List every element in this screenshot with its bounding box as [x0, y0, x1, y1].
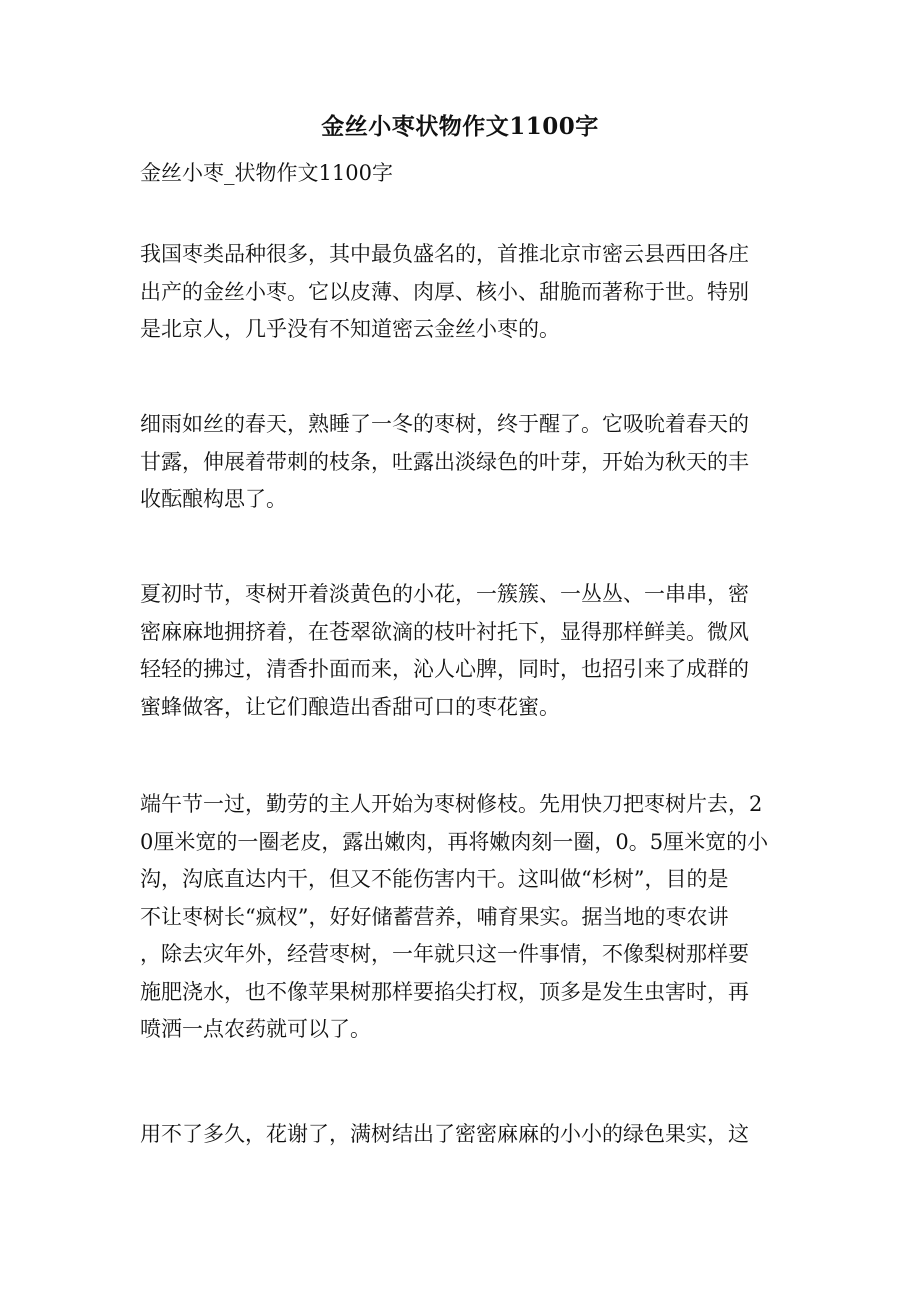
paragraph	[140, 236, 785, 349]
paragraph-line: 出产的金丝小枣。它以皮薄、肉厚、核小、甜脆而著称于世。特别	[140, 279, 749, 304]
paragraph-line: ，除去灾年外，经营枣树，一年就只这一件事情，不像梨树那样要	[140, 942, 749, 966]
paragraph	[140, 406, 785, 519]
paragraph-line: 沟，沟底直达内干，但又不能伤害内干。这叫做“杉树”，目的是	[140, 867, 729, 891]
paragraph-line: 用不了多久，花谢了，满树结出了密密麻麻的小小的绿色果实，这	[140, 1122, 749, 1146]
paragraph-line: 收酝酿构思了。	[140, 487, 287, 511]
paragraph-line: 夏初时节，枣树开着淡黄色的小花，一簇簇、一丛丛、一串串，密	[140, 582, 749, 606]
paragraph-line: 甘露，伸展着带刺的枝条，吐露出淡绿色的叶芽，开始为秋天的丰	[140, 449, 749, 474]
paragraph-line: 是北京人，几乎没有不知道密云金丝小枣的。	[140, 317, 560, 341]
paragraph-line: 端午节一过，勤劳的主人开始为枣树修枝。先用快刀把枣树片去，2	[140, 792, 763, 816]
document-title: 金丝小枣状物作文1100字	[321, 113, 599, 140]
paragraph-line: 密麻麻地拥挤着，在苍翠欲滴的枝叶衬托下，显得那样鲜美。微风	[140, 619, 749, 644]
paragraph-line: 施肥浇水，也不像苹果树那样要掐尖打杈，顶多是发生虫害时，再	[140, 979, 749, 1004]
paragraph-line: 我国枣类品种很多，其中最负盛名的，首推北京市密云县西田各庄	[140, 242, 749, 266]
paragraph-line: 蜜蜂做客，让它们酿造出香甜可口的枣花蜜。	[140, 694, 560, 719]
document-subtitle: 金丝小枣_状物作文1100字	[140, 161, 393, 185]
paragraph-line: 轻轻的拂过，清香扑面而来，沁人心脾，同时，也招引来了成群的	[140, 657, 749, 681]
paragraph	[140, 786, 785, 1049]
paragraph	[140, 1116, 785, 1154]
paragraph-line: 喷洒一点农药就可以了。	[140, 1017, 371, 1041]
paragraph-line: 0厘米宽的一圈老皮，露出嫩肉，再将嫩肉刻一圈，0。5厘米宽的小	[140, 829, 769, 854]
paragraph-line: 细雨如丝的春天，熟睡了一冬的枣树，终于醒了。它吸吮着春天的	[140, 412, 749, 436]
paragraph	[140, 576, 785, 726]
paragraph-line: 不让枣树长“疯杈”，好好储蓄营养，哺育果实。据当地的枣农讲	[140, 904, 729, 929]
